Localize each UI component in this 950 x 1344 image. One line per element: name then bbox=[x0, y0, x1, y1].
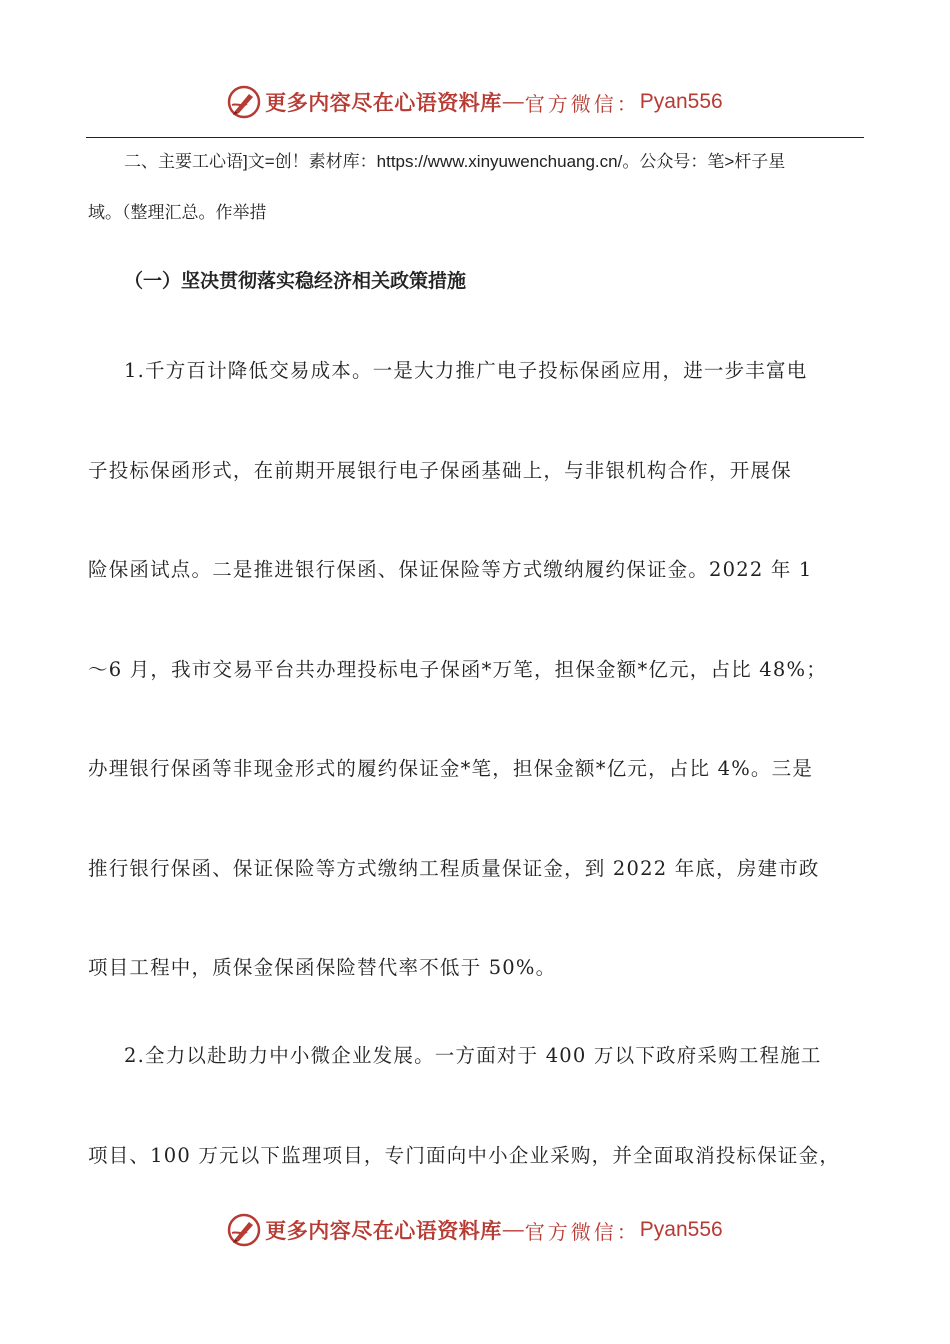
body-line: 1.千方百计降低交易成本。一是大力推广电子投标保函应用，进一步丰富电 bbox=[124, 359, 808, 382]
banner-title: 更多内容尽在心语资料库 bbox=[265, 1218, 502, 1243]
body-line: 2.全力以赴助力中小微企业发展。一方面对于 400 万以下政府采购工程施工 bbox=[124, 1044, 822, 1067]
footer-banner bbox=[0, 1208, 950, 1252]
pen-logo-icon bbox=[227, 1213, 261, 1247]
body-line: 险保函试点。二是推进银行保函、保证保险等方式缴纳履约保证金。2022 年 1 bbox=[88, 558, 813, 581]
banner-subtitle: 官方微信： bbox=[524, 1219, 640, 1244]
intro-line-1: 二、主要工心语]文=创！素材库：https://www.xinyuwenchuang.cn/。公众号：笔>杆子星 bbox=[124, 152, 786, 171]
header-banner bbox=[0, 80, 950, 124]
body-line: 项目、100 万元以下监理项目，专门面向中小企业采购，并全面取消投标保证金， bbox=[88, 1144, 841, 1167]
header-divider bbox=[86, 137, 864, 138]
banner-subtitle: 官方微信： bbox=[524, 91, 640, 116]
body-line: 推行银行保函、保证保险等方式缴纳工程质量保证金，到 2022 年底，房建市政 bbox=[88, 857, 820, 880]
body-line: 子投标保函形式，在前期开展银行电子保函基础上，与非银机构合作，开展保 bbox=[88, 459, 792, 482]
pen-logo-icon bbox=[227, 85, 261, 119]
banner-wechat-id: Pyan556 bbox=[639, 90, 723, 113]
body-line: 办理银行保函等非现金形式的履约保证金*笔，担保金额*亿元，占比 4%。三是 bbox=[88, 757, 814, 780]
body-line: 项目工程中，质保金保函保险替代率不低于 50%。 bbox=[88, 956, 557, 979]
body-line: ～6 月，我市交易平台共办理投标电子保函*万笔，担保金额*亿元，占比 48%； bbox=[88, 658, 827, 681]
banner-wechat-id: Pyan556 bbox=[639, 1218, 723, 1241]
banner-dash: — bbox=[502, 90, 524, 113]
banner-title: 更多内容尽在心语资料库 bbox=[265, 90, 502, 115]
section-heading: （一）坚决贯彻落实稳经济相关政策措施 bbox=[124, 270, 467, 292]
banner-dash: — bbox=[502, 1218, 524, 1241]
intro-line-2: 域。（整理汇总。作举措 bbox=[88, 203, 267, 222]
